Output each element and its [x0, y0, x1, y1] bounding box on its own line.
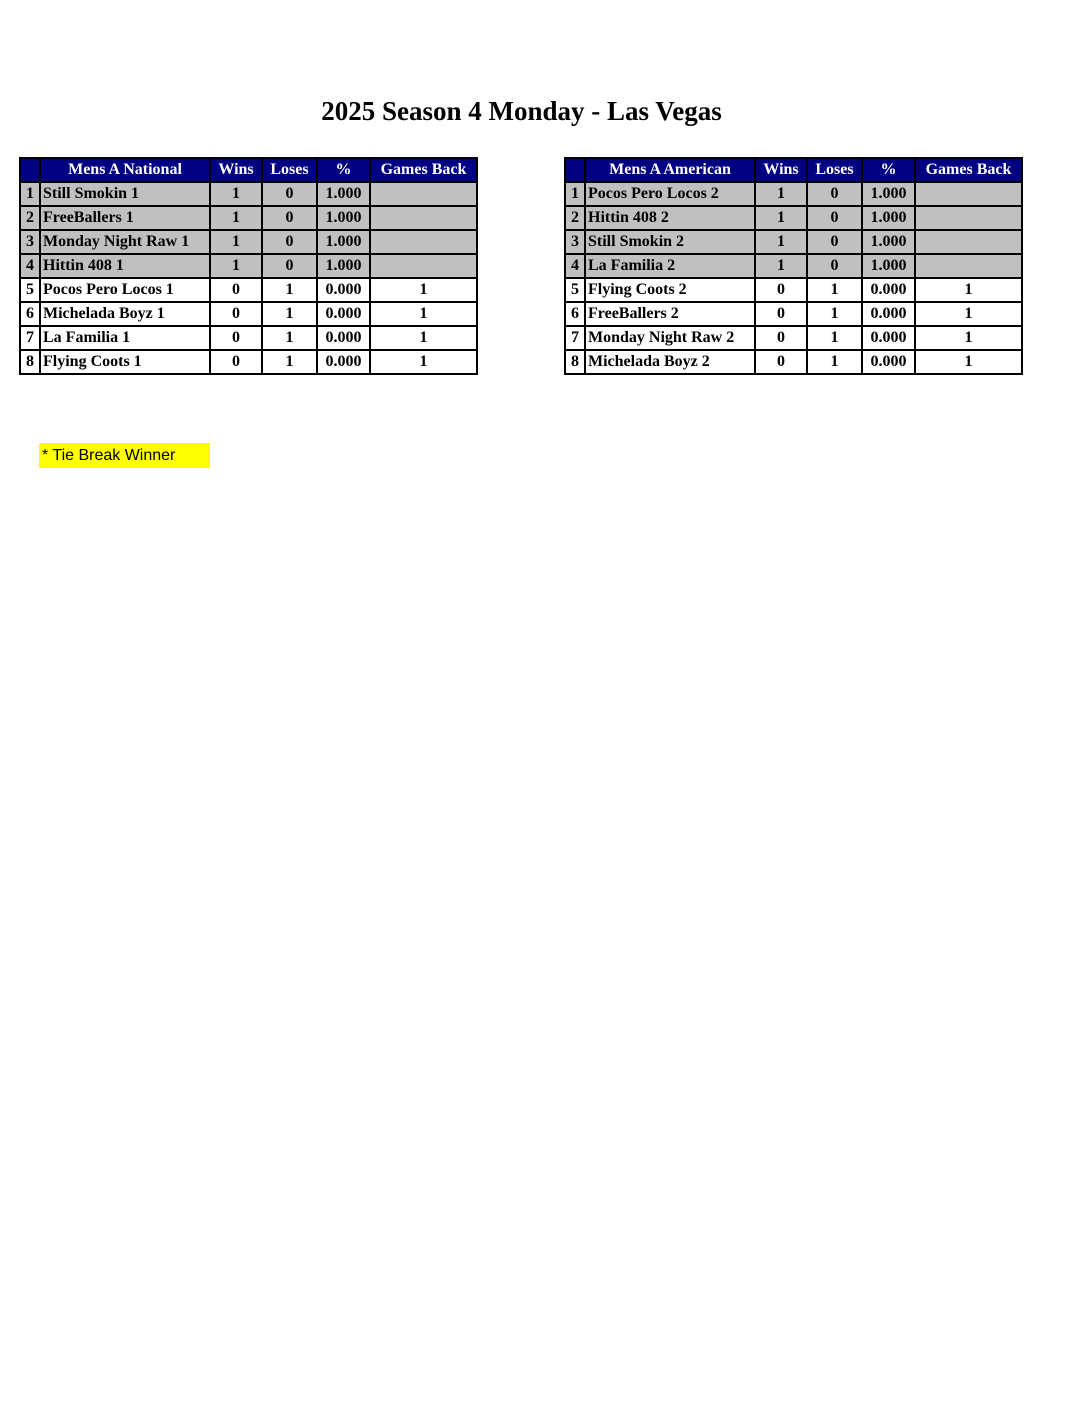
loses-cell: 1	[262, 350, 317, 374]
wins-cell: 1	[755, 254, 807, 278]
rank-cell: 4	[565, 254, 585, 278]
rank-cell: 2	[565, 206, 585, 230]
table-row	[565, 230, 1022, 254]
rank-cell: 3	[565, 230, 585, 254]
team-cell: Monday Night Raw 2	[585, 326, 755, 350]
wins-header: Wins	[755, 158, 807, 182]
pct-header: %	[317, 158, 370, 182]
team-cell: Pocos Pero Locos 2	[585, 182, 755, 206]
pct-cell: 0.000	[862, 350, 915, 374]
loses-header: Loses	[262, 158, 317, 182]
team-cell: La Familia 1	[40, 326, 210, 350]
loses-cell: 0	[807, 206, 862, 230]
loses-cell: 1	[262, 278, 317, 302]
rank-cell: 8	[20, 350, 40, 374]
division-header: Mens A National	[40, 158, 210, 182]
loses-cell: 0	[807, 182, 862, 206]
loses-cell: 1	[807, 302, 862, 326]
wins-header: Wins	[210, 158, 262, 182]
team-cell: Flying Coots 1	[40, 350, 210, 374]
rank-cell: 5	[20, 278, 40, 302]
wins-cell: 0	[755, 302, 807, 326]
wins-cell: 0	[755, 326, 807, 350]
wins-cell: 1	[210, 206, 262, 230]
table-header-row	[565, 158, 1022, 182]
games-back-cell	[915, 206, 1022, 230]
pct-header: %	[862, 158, 915, 182]
national-standings-table	[19, 157, 478, 375]
page-title: 2025 Season 4 Monday - Las Vegas	[321, 96, 722, 126]
team-cell: FreeBallers 1	[40, 206, 210, 230]
wins-cell: 1	[210, 254, 262, 278]
table-row	[20, 254, 477, 278]
games-back-cell: 1	[370, 278, 477, 302]
team-cell: Hittin 408 2	[585, 206, 755, 230]
wins-cell: 1	[755, 230, 807, 254]
table-row	[20, 326, 477, 350]
loses-cell: 1	[807, 326, 862, 350]
pct-cell: 0.000	[317, 326, 370, 350]
pct-cell: 1.000	[317, 206, 370, 230]
wins-cell: 1	[210, 230, 262, 254]
pct-cell: 1.000	[862, 206, 915, 230]
pct-cell: 1.000	[317, 182, 370, 206]
team-cell: Michelada Boyz 2	[585, 350, 755, 374]
pct-cell: 1.000	[317, 230, 370, 254]
wins-cell: 0	[210, 326, 262, 350]
rank-cell: 4	[20, 254, 40, 278]
games-back-cell	[915, 182, 1022, 206]
team-cell: Still Smokin 1	[40, 182, 210, 206]
rank-header	[565, 158, 585, 182]
wins-cell: 0	[755, 350, 807, 374]
loses-cell: 0	[262, 254, 317, 278]
pct-cell: 0.000	[862, 278, 915, 302]
rank-cell: 5	[565, 278, 585, 302]
games-back-cell: 1	[915, 350, 1022, 374]
pct-cell: 0.000	[862, 302, 915, 326]
loses-cell: 0	[262, 230, 317, 254]
games-back-cell: 1	[370, 350, 477, 374]
team-cell: Michelada Boyz 1	[40, 302, 210, 326]
table-header-row	[20, 158, 477, 182]
loses-cell: 0	[262, 206, 317, 230]
games-back-cell	[915, 254, 1022, 278]
rank-cell: 7	[565, 326, 585, 350]
games-back-cell: 1	[915, 302, 1022, 326]
team-cell: Still Smokin 2	[585, 230, 755, 254]
pct-cell: 1.000	[317, 254, 370, 278]
wins-cell: 0	[210, 350, 262, 374]
wins-cell: 0	[210, 302, 262, 326]
rank-cell: 1	[565, 182, 585, 206]
loses-cell: 1	[807, 350, 862, 374]
table-row	[565, 182, 1022, 206]
table-row	[565, 206, 1022, 230]
pct-cell: 1.000	[862, 230, 915, 254]
games-back-cell: 1	[915, 326, 1022, 350]
loses-cell: 0	[262, 182, 317, 206]
loses-cell: 1	[807, 278, 862, 302]
table-row	[20, 302, 477, 326]
pct-cell: 0.000	[862, 326, 915, 350]
team-cell: Hittin 408 1	[40, 254, 210, 278]
pct-cell: 0.000	[317, 278, 370, 302]
wins-cell: 0	[210, 278, 262, 302]
rank-cell: 7	[20, 326, 40, 350]
rank-header	[20, 158, 40, 182]
table-row	[565, 350, 1022, 374]
table-row	[565, 254, 1022, 278]
wins-cell: 1	[210, 182, 262, 206]
games-back-cell	[370, 182, 477, 206]
table-row	[20, 230, 477, 254]
table-row	[20, 278, 477, 302]
games-back-cell: 1	[370, 326, 477, 350]
table-row	[565, 302, 1022, 326]
division-header: Mens A American	[585, 158, 755, 182]
wins-cell: 1	[755, 206, 807, 230]
games-back-header: Games Back	[915, 158, 1022, 182]
loses-header: Loses	[807, 158, 862, 182]
pct-cell: 0.000	[317, 350, 370, 374]
wins-cell: 0	[755, 278, 807, 302]
table-row	[20, 182, 477, 206]
table-row	[565, 278, 1022, 302]
team-cell: La Familia 2	[585, 254, 755, 278]
table-row	[565, 326, 1022, 350]
table-row	[20, 350, 477, 374]
pct-cell: 1.000	[862, 254, 915, 278]
rank-cell: 6	[565, 302, 585, 326]
games-back-cell: 1	[370, 302, 477, 326]
american-standings-table	[564, 157, 1023, 375]
games-back-cell	[370, 230, 477, 254]
rank-cell: 6	[20, 302, 40, 326]
rank-cell: 2	[20, 206, 40, 230]
tie-break-note: * Tie Break Winner	[39, 443, 210, 468]
games-back-header: Games Back	[370, 158, 477, 182]
loses-cell: 1	[262, 302, 317, 326]
pct-cell: 0.000	[317, 302, 370, 326]
team-cell: Flying Coots 2	[585, 278, 755, 302]
games-back-cell	[915, 230, 1022, 254]
pct-cell: 1.000	[862, 182, 915, 206]
games-back-cell	[370, 254, 477, 278]
loses-cell: 0	[807, 254, 862, 278]
loses-cell: 0	[807, 230, 862, 254]
team-cell: Monday Night Raw 1	[40, 230, 210, 254]
games-back-cell	[370, 206, 477, 230]
table-row	[20, 206, 477, 230]
rank-cell: 1	[20, 182, 40, 206]
loses-cell: 1	[262, 326, 317, 350]
wins-cell: 1	[755, 182, 807, 206]
games-back-cell: 1	[915, 278, 1022, 302]
team-cell: Pocos Pero Locos 1	[40, 278, 210, 302]
rank-cell: 3	[20, 230, 40, 254]
rank-cell: 8	[565, 350, 585, 374]
team-cell: FreeBallers 2	[585, 302, 755, 326]
